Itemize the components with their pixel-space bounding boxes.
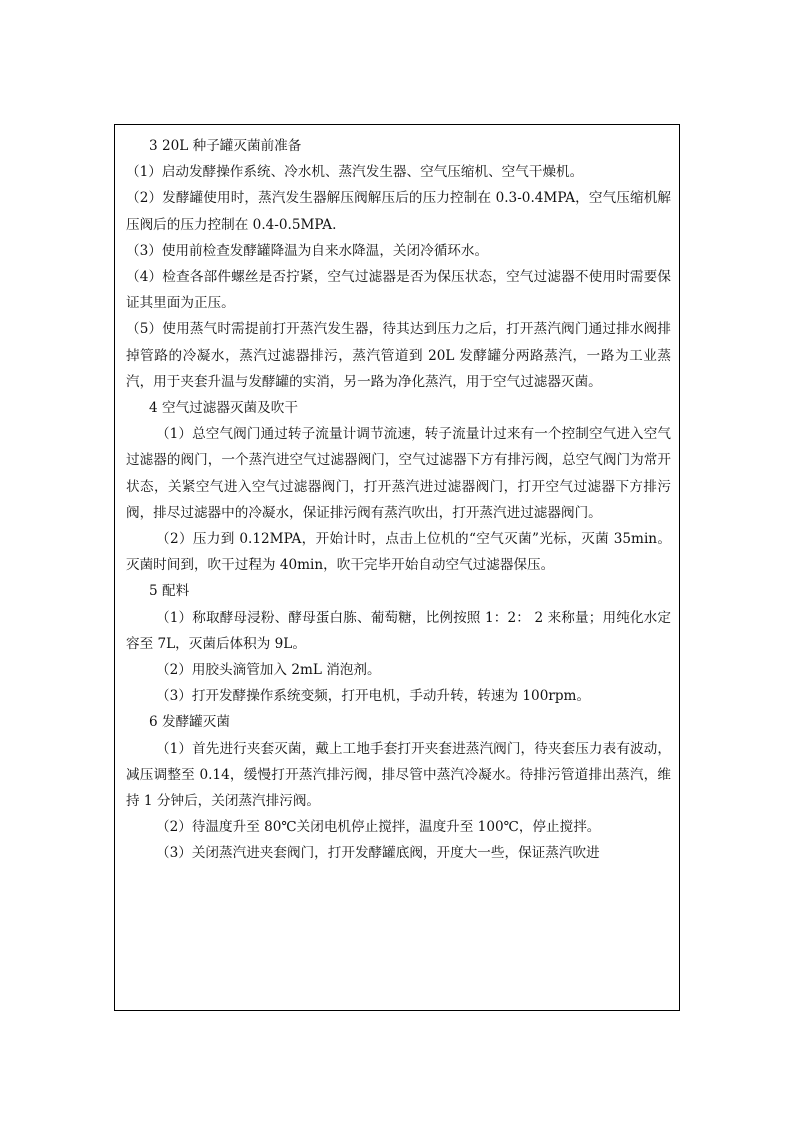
section-3-title: 3 20L 种子罐灭菌前准备 bbox=[149, 138, 302, 154]
section-5-step-1: （1）称取酵母浸粉、酵母蛋白胨、葡萄糖，比例按照 1：2： 2 来称量；用纯化水定容至 7L，灭菌后体积为 9L。 bbox=[126, 609, 671, 652]
section-3-step-3: （3）使用前检查发酵罐降温为自来水降温，关闭冷循环水。 bbox=[126, 242, 489, 259]
section-6-step-3: （3）关闭蒸汽进夹套阀门，打开发酵罐底阀，开度大一些，保证蒸汽吹进 bbox=[156, 845, 600, 862]
section-6-step-2: （2）待温度升至 80℃关闭电机停止搅拌，温度升至 100℃，停止搅拌。 bbox=[156, 819, 601, 836]
section-5-title: 5 配料 bbox=[149, 583, 190, 600]
section-6-title: 6 发酵罐灭菌 bbox=[149, 714, 230, 731]
section-3-step-4: （4）检查各部件螺丝是否拧紧，空气过滤器是否为保压状态，空气过滤器不使用时需要保证其里面为正压。 bbox=[126, 269, 671, 312]
section-3-step-1: （1）启动发酵操作系统、冷水机、蒸汽发生器、空气压缩机、空气干燥机。 bbox=[126, 164, 584, 181]
section-5-step-2: （2）用胶头滴管加入 2mL 消泡剂。 bbox=[156, 662, 381, 679]
section-4-step-1: （1）总空气阀门通过转子流量计调节流速，转子流量计过来有一个控制空气进入空气过滤器的阀门，一个蒸汽进空气过滤器阀门，空气过滤器下方有排污阀，总空气阀门为常开状态，关紧空气进入空气过滤器阀门，打开蒸汽进过滤器阀门，打开空气过滤器下方排污阀，排尽过滤器中的冷凝水，保证排污阀有蒸汽吹出，打开蒸汽进过滤器阀门。 bbox=[126, 426, 671, 521]
section-4-step-2: （2）压力到 0.12MPA，开始计时，点击上位机的“空气灭菌”光标，灭菌 35min。灭菌时间到，吹干过程为 40min，吹干完毕开始自动空气过滤器保压。 bbox=[126, 531, 671, 574]
section-5-step-3: （3）打开发酵操作系统变频，打开电机，手动升转，转速为 100rpm。 bbox=[156, 688, 591, 705]
section-3-step-2: （2）发酵罐使用时，蒸汽发生器解压阀解压后的压力控制在 0.3-0.4MPA，空气压缩机解压阀后的压力控制在 0.4-0.5MPA. bbox=[126, 190, 671, 233]
section-3-step-5: （5）使用蒸气时需提前打开蒸汽发生器，待其达到压力之后，打开蒸汽阀门通过排水阀排掉管路的冷凝水，蒸汽过滤器排污，蒸汽管道到 20L 发酵罐分两路蒸汽，一路为工业蒸汽，用于夹套升温与发酵罐的实消，另一路为净化蒸汽，用于空气过滤器灭菌。 bbox=[126, 321, 671, 390]
section-6-step-1: （1）首先进行夹套灭菌，戴上工地手套打开夹套进蒸汽阀门，待夹套压力表有波动，减压调整至 0.14，缓慢打开蒸汽排污阀，排尽管中蒸汽冷凝水。待排污管道排出蒸汽，维持 1 分钟后，关闭蒸汽排污阀。 bbox=[126, 740, 671, 810]
document-body bbox=[115, 125, 679, 867]
section-4-title: 4 空气过滤器灭菌及吹干 bbox=[149, 400, 298, 417]
document-frame bbox=[114, 124, 680, 1011]
